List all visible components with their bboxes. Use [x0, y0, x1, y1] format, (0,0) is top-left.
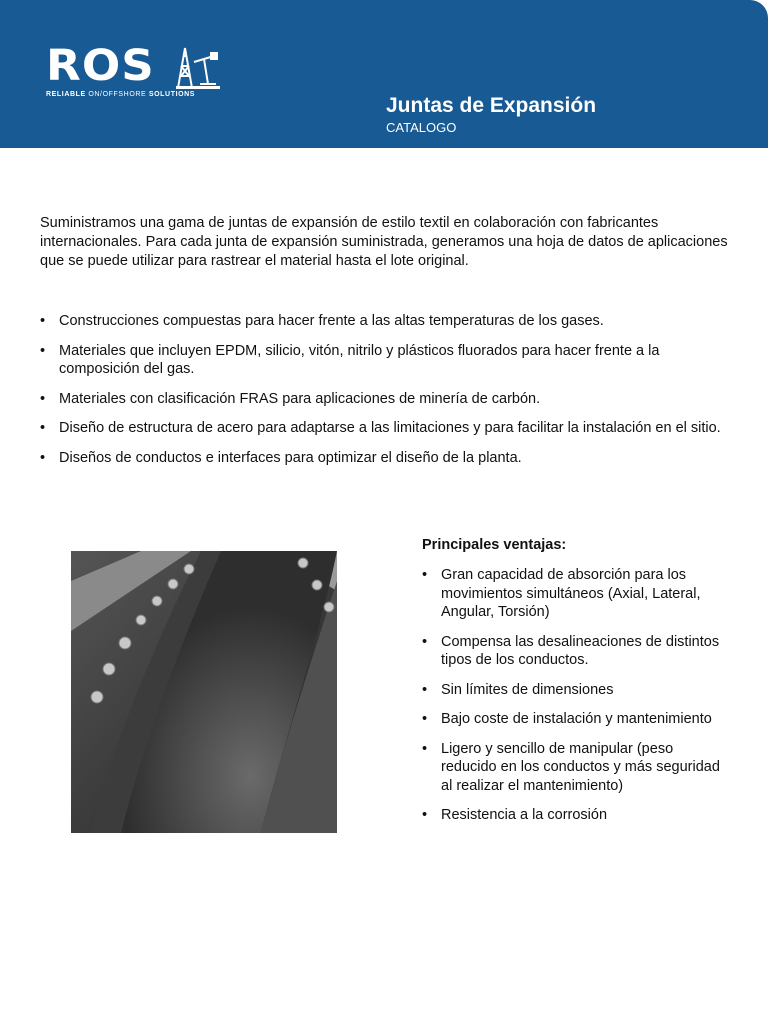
- header-banner: [0, 0, 768, 148]
- company-logo: [44, 41, 224, 104]
- logo-tagline: [46, 91, 195, 98]
- page-title: Juntas de Expansión: [386, 94, 597, 117]
- advantage-item: • Resistencia a la corrosión: [422, 806, 732, 825]
- logo-letters: ROS: [46, 41, 155, 91]
- feature-item: • Diseños de conductos e interfaces para optimizar el diseño de la planta.: [40, 449, 730, 468]
- intro-paragraph: Suministramos una gama de juntas de expansión de estilo textil en colaboración con fabricantes internacionales. Para cada junta de expansión suministrada, generamos una hoja de datos de aplicaciones que se puede utilizar para rastrear el material hasta el lote original.: [40, 215, 728, 269]
- feature-item: • Construcciones compuestas para hacer frente a las altas temperaturas de los gases.: [40, 312, 730, 331]
- tagline-onoffshore: ON/OFFSHORE: [88, 91, 147, 98]
- expansion-joint-photo: [71, 551, 337, 833]
- advantage-item: • Sin límites de dimensiones: [422, 681, 732, 700]
- feature-item: • Materiales con clasificación FRAS para aplicaciones de minería de carbón.: [40, 390, 730, 409]
- tagline-reliable: RELIABLE: [46, 91, 86, 98]
- advantages-title: Principales ventajas:: [422, 537, 567, 553]
- advantage-item: • Ligero y sencillo de manipular (peso reducido en los conductos y más seguridad al realizar el mantenimiento): [422, 740, 732, 796]
- advantages-list: [422, 566, 732, 836]
- feature-item: • Diseño de estructura de acero para adaptarse a las limitaciones y para facilitar la instalación en el sitio.: [40, 419, 730, 438]
- page-subtitle: CATALOGO: [386, 120, 457, 135]
- tagline-solutions: SOLUTIONS: [148, 91, 196, 98]
- feature-list: [40, 312, 730, 478]
- oil-rig-icon: [164, 44, 220, 90]
- feature-item: • Materiales que incluyen EPDM, silicio, vitón, nitrilo y plásticos fluorados para hacer frente a la composición del gas.: [40, 342, 730, 379]
- advantage-item: • Gran capacidad de absorción para los movimientos simultáneos (Axial, Lateral, Angular, Torsión): [422, 566, 732, 622]
- advantage-item: • Compensa las desalineaciones de distintos tipos de los conductos.: [422, 633, 732, 670]
- advantage-item: • Bajo coste de instalación y mantenimiento: [422, 710, 732, 729]
